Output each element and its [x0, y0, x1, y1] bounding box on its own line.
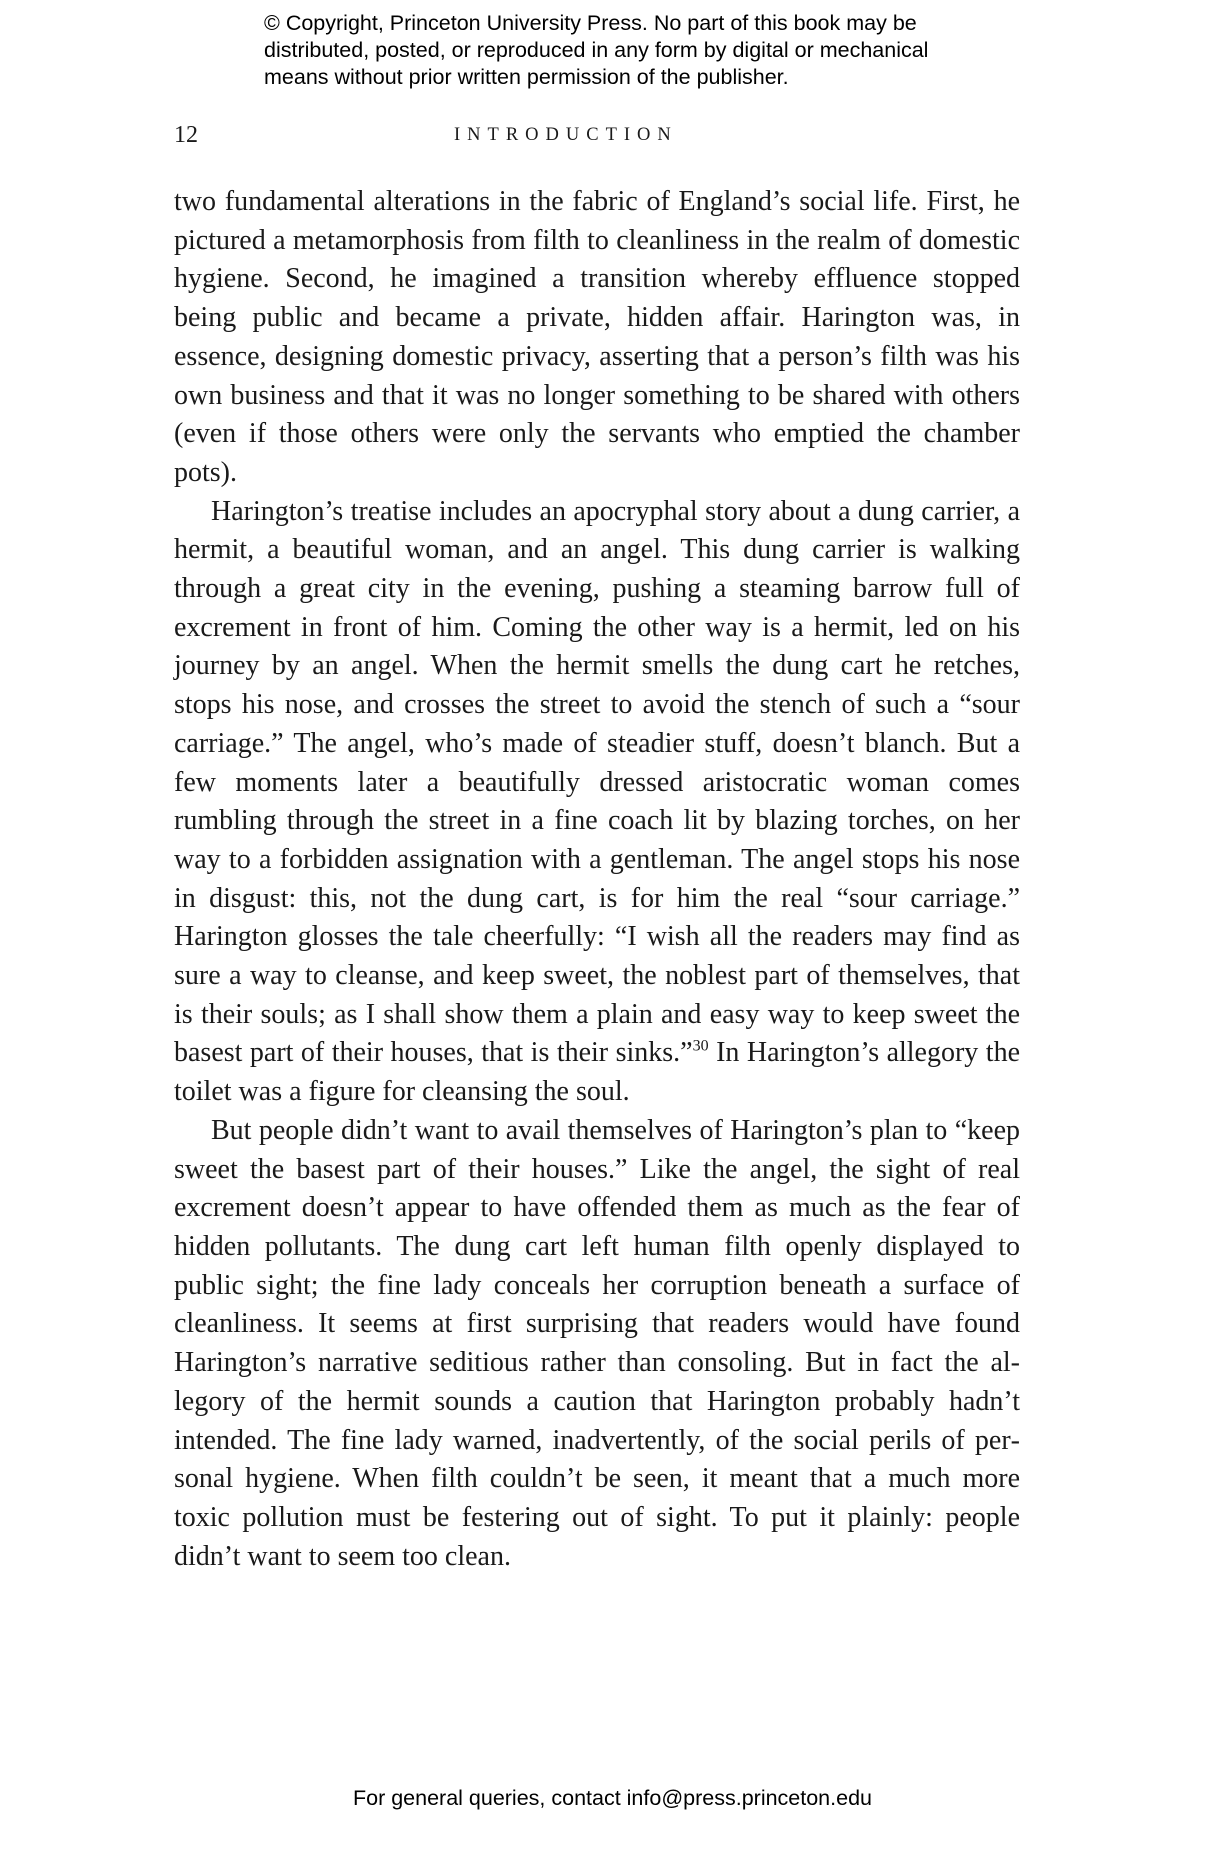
copyright-notice: © Copyright, Princeton University Press. No part of this book may be distributed, posted, or reproduced in any form by digital or mechanical means without prior written permission of the publisher.: [264, 11, 929, 89]
paragraph-1: two fundamental alterations in the fabric of England’s social life. First, he pictured a metamorphosis from filth to cleanliness in the realm of domestic hygiene. Second, he imagined a transition whereby effluence stopped being public and became a private, hidden affair. Harington was, in essence, designing domestic privacy, asserting that a person’s filth was his own business and that it was no longer something to be shared with others (even if those others were only the servants who emptied the chamber pots).: [174, 186, 1020, 488]
paragraph-2-tail: In Harington’s allegory the toilet was a figure for cleansing the soul.: [174, 1037, 1020, 1108]
paragraph-2-main: Harington’s treatise includes an apocryphal story about a dung carrier, a hermit, a beautiful woman, and an angel. This dung carrier is walking through a great city in the evening, pushing a steaming barrow full of excrement in front of him. Coming the other way is a hermit, led on his journey by an angel. When the hermit smells the dung cart he retches, stops his nose, and crosses the street to avoid the stench of such a “sour carriage.” The angel, who’s made of steadier stuff, doesn’t blanch. But a few moments later a beautifully dressed aristocratic woman comes rumbling through the street in a fine coach lit by blazing torches, on her way to a forbidden assignation with a gentleman. The angel stops his nose in disgust: this, not the dung cart, is for him the real “sour carriage.” Harington glosses the tale cheerfully: “I wish all the readers may find as sure a way to cleanse, and keep sweet, the noblest part of themselves, that is their souls; as I shall show them a plain and easy way to keep sweet the basest part of their houses, that is their sinks.”: [174, 495, 1020, 1069]
chapter-title: INTRODUCTION: [454, 125, 678, 145]
body-text: [174, 183, 1020, 1576]
paragraph-3: But people didn’t want to avail themselves of Harington’s plan to “keep sweet the basest part of their houses.” Like the angel, the sight of real excrement doesn’t appear to have offended them as much as the fear of hidden pollutants. The dung cart left human filth openly displayed to public sight; the fine lady conceals her corruption beneath a surface of cleanliness. It seems at first surprising that readers would have found Harington’s narrative seditious rather than consoling. But in fact the allegory of the hermit sounds a caution that Harington probably hadn’t intended. The fine lady warned, inadvertently, of the social perils of personal hygiene. When filth couldn’t be seen, it meant that a much more toxic pollution must be festering out of sight. To put it plainly: people didn’t want to seem too clean.: [174, 1114, 1020, 1572]
page-number: 12: [174, 122, 198, 148]
running-head: [174, 120, 1020, 150]
footnote-reference[interactable]: 30: [692, 1038, 709, 1056]
footer-contact: For general queries, contact info@press.princeton.edu: [352, 1786, 872, 1810]
paragraph-2: [174, 493, 1020, 1112]
